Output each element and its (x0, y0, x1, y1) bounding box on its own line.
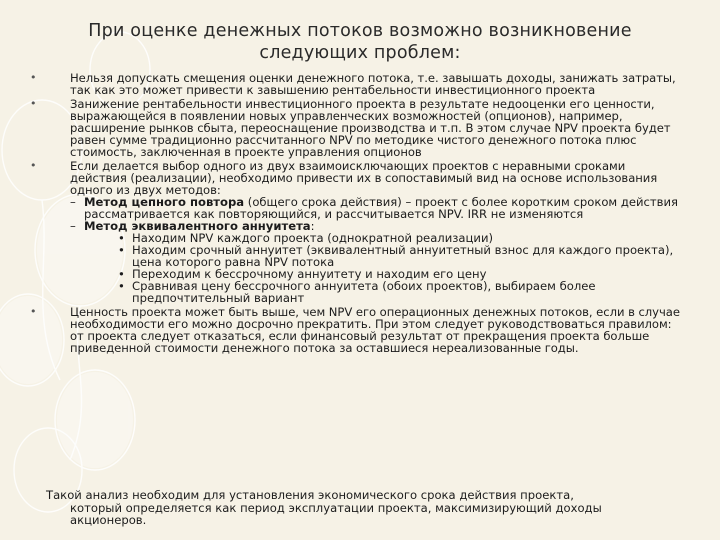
dash-icon: – (70, 219, 76, 233)
method-step (30, 244, 680, 268)
bullet-icon: • (30, 71, 37, 84)
closing-line-1: Такой анализ необходим для установления экономического срока действия проекта, (46, 488, 574, 502)
method-step (30, 280, 680, 304)
closing-line-2: который определяется как период эксплуатации проекта, максимизирующий доходы акционеров. (70, 500, 602, 527)
method-desc: (общего срока действия) – проект с более коротким сроком действия рассматривается как повторяющийся, и рассчитывается NPV. IRR не изменяются (84, 195, 678, 221)
bullet-icon: • (118, 243, 125, 257)
list-item (30, 72, 680, 96)
bullet-icon: • (30, 97, 37, 110)
method-item (30, 196, 680, 220)
closing-paragraph (46, 489, 676, 527)
method-step-text: Сравнивая цену бессрочного аннуитета (обоих проектов), выбираем более предпочтительный вариант (132, 279, 596, 305)
list-item-text: Занижение рентабельности инвестиционного проекта в результате недооценки его ценности, выражающейся в появлении новых управленческих возможностей (опционов), например, расширение рынков сбыта, переоснащение производства и т.п. В этом случае NPV проекта будет равен сумме традиционно рассчитанного NPV по методике чистого денежного потока плюс стоимость, заключенная в проекте управления опционов (70, 97, 671, 159)
bullet-icon: • (118, 231, 125, 245)
method-desc: : (310, 219, 315, 233)
list-item (30, 306, 680, 354)
bullet-list (30, 72, 680, 354)
bullet-icon: • (118, 267, 125, 281)
method-name: Метод эквивалентного аннуитета (84, 219, 311, 233)
method-step-text: Находим срочный аннуитет (эквивалентный аннуитетный взнос для каждого проекта), цена которого равна NPV потока (132, 243, 674, 269)
bullet-icon: • (30, 159, 37, 172)
method-step-text: Переходим к бессрочному аннуитету и находим его цену (132, 267, 487, 281)
list-item-text: Нельзя допускать смещения оценки денежного потока, т.е. завышать доходы, занижать затраты, так как это может привести к завышению рентабельности инвестиционного проекта (70, 71, 676, 97)
slide-title: При оценке денежных потоков возможно возникновение следующих проблем: (88, 21, 632, 63)
list-item (30, 98, 680, 158)
list-item-text: Ценность проекта может быть выше, чем NPV его операционных денежных потоков, если в случае необходимости его можно досрочно прекратить. При этом следует руководствоваться правилом: от проекта следует отказаться, если финансовый результат от прекращения проекта больше приведенной стоимости денежного потока за оставшиеся нереализованные годы. (70, 305, 680, 355)
bullet-icon: • (30, 305, 37, 318)
dash-icon: – (70, 195, 76, 209)
list-item-text: Если делается выбор одного из двух взаимоисключающих проектов с неравными сроками действия (реализации), необходимо привести их в сопоставимый вид на основе использования одного из двух методов: (70, 159, 658, 197)
method-name: Метод цепного повтора (84, 195, 245, 209)
bullet-icon: • (118, 279, 125, 293)
method-step-text: Находим NPV каждого проекта (однократной реализации) (132, 231, 493, 245)
list-item (30, 160, 680, 196)
